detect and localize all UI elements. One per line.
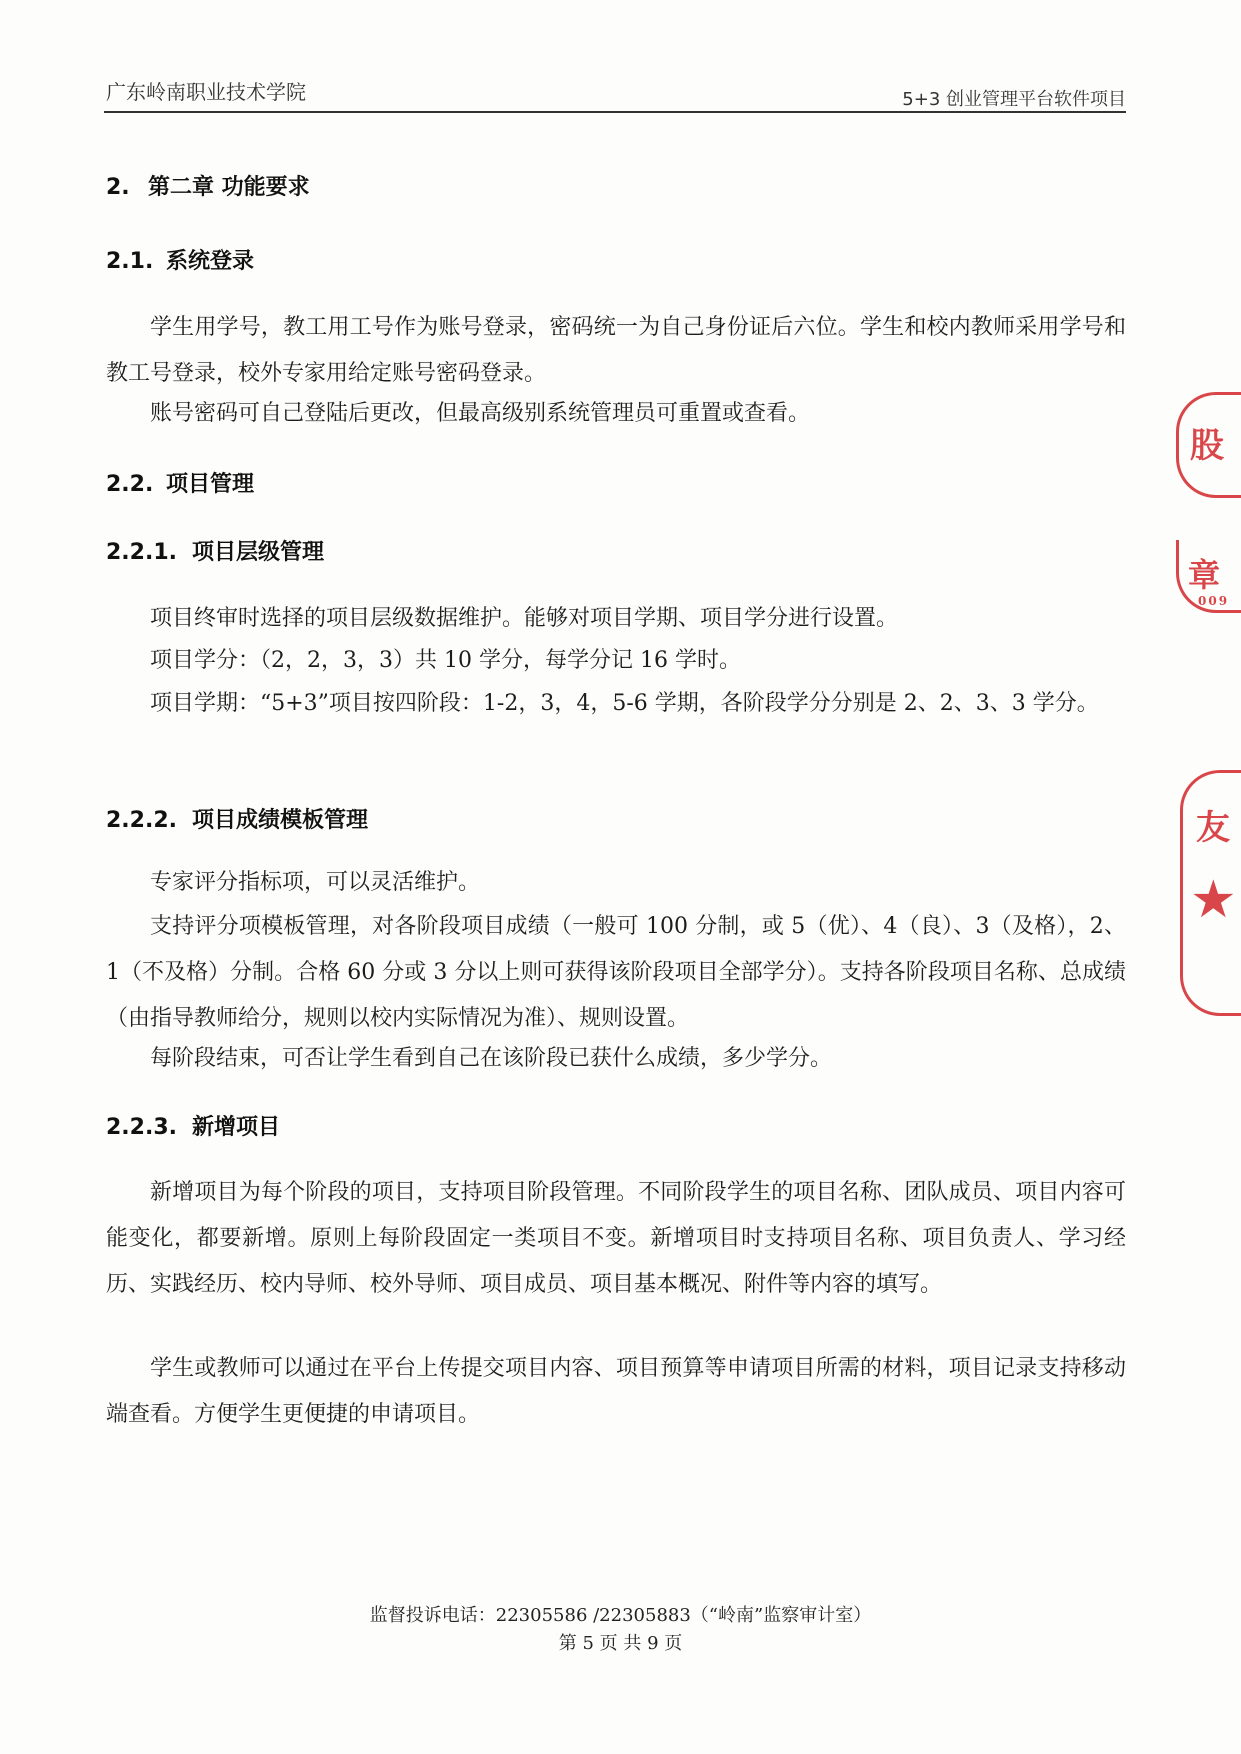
header-divider [104, 111, 1126, 113]
section-heading-2-2-3 [106, 1110, 280, 1141]
section-number: 2.2.2. [106, 808, 177, 833]
section-heading-2-1 [106, 244, 254, 275]
paragraph: 项目终审时选择的项目层级数据维护。能够对项目学期、项目学分进行设置。 [150, 606, 899, 631]
paragraph: 每阶段结束，可否让学生看到自己在该阶段已获什么成绩，多少学分。 [150, 1046, 833, 1071]
section-title: 项目管理 [166, 472, 255, 497]
paragraph: 新增项目为每个阶段的项目，支持项目阶段管理。不同阶段学生的项目名称、团队成员、项目内容可能变化，都要新增。原则上每阶段固定一类项目不变。新增项目时支持项目名称、项目负责人、学习经历、实践经历、校内导师、校外导师、项目成员、项目基本概况、附件等内容的填写。 [106, 1180, 1126, 1297]
section-number: 2.2. [106, 472, 154, 497]
paragraph: 账号密码可自己登陆后更改，但最高级别系统管理员可重置或查看。 [150, 401, 811, 426]
seal-text-bottom: 友 [1196, 808, 1230, 848]
seal-text-mid: 章 [1188, 556, 1221, 594]
paragraph: 学生用学号，教工用工号作为账号登录，密码统一为自己身份证后六位。学生和校内教师采用学号和教工号登录，校外专家用给定账号密码登录。 [106, 315, 1126, 386]
section-number: 2.2.1. [106, 540, 177, 565]
header-school-name: 广东岭南职业技术学院 [106, 80, 306, 104]
footer-hotline: 监督投诉电话：22305586 /22305883（“岭南”监察审计室） [369, 1605, 872, 1626]
chapter-heading [106, 170, 310, 201]
paragraph: 项目学分：（2，2，3，3）共 10 学分，每学分记 16 学时。 [150, 648, 741, 673]
section-title: 系统登录 [166, 249, 255, 274]
star-icon: ★ [1190, 870, 1237, 930]
section-number: 2.1. [106, 249, 154, 274]
section-heading-2-2-1 [106, 535, 324, 566]
footer-page-number: 第 5 页 共 9 页 [558, 1633, 683, 1654]
section-title: 项目成绩模板管理 [192, 808, 369, 833]
paragraph: 学生或教师可以通过在平台上传提交项目内容、项目预算等申请项目所需的材料，项目记录支持移动端查看。方便学生更便捷的申请项目。 [106, 1356, 1126, 1427]
chapter-number: 2. [106, 175, 130, 200]
section-title: 项目层级管理 [192, 540, 325, 565]
section-number: 2.2.3. [106, 1115, 177, 1140]
paragraph: 项目学期：“5+3”项目按四阶段：1-2，3，4，5-6 学期，各阶段学分分别是 2、2、3、3 学分。 [150, 691, 1099, 716]
header-project-name: 5+3 创业管理平台软件项目 [902, 89, 1126, 110]
seal-text-top: 股 [1190, 426, 1224, 466]
section-title: 新增项目 [192, 1115, 281, 1140]
paragraph: 专家评分指标项，可以灵活维护。 [150, 870, 481, 895]
section-heading-2-2-2 [106, 803, 368, 834]
chapter-title: 第二章 功能要求 [148, 175, 310, 200]
section-heading-2-2 [106, 467, 254, 498]
seal-digits-mid: 009 [1198, 594, 1230, 608]
paragraph: 支持评分项模板管理，对各阶段项目成绩（一般可 100 分制，或 5（优）、4（良）、3（及格），2、1（不及格）分制。合格 60 分或 3 分以上则可获得该阶段项目全部学分）。支持各阶段项目名称、总成绩（由指导教师给分，规则以校内实际情况为准）、规则设置。 [106, 914, 1126, 1031]
